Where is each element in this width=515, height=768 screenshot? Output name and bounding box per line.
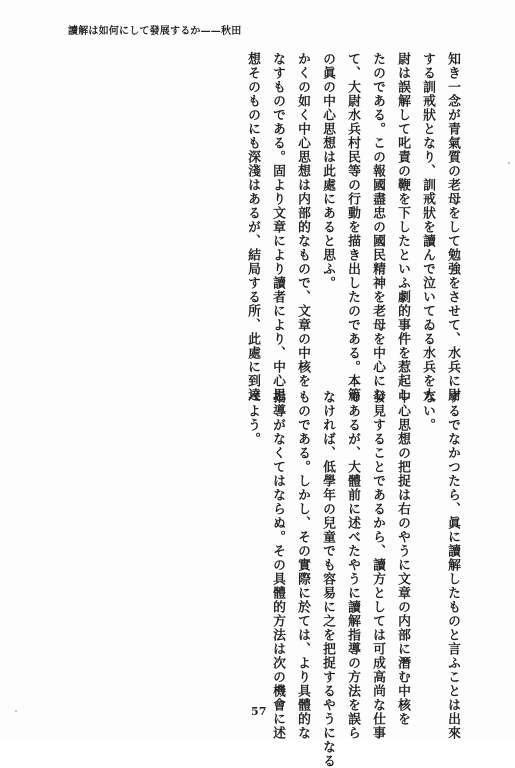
lower-text-line: ない。 xyxy=(420,390,435,432)
lower-text-line: 中心思想の把捉は右のやうに文章の内部に潛む中核を xyxy=(395,390,410,726)
upper-text-line: かくの如く中心思想は内部的なもので、文章の中核を xyxy=(295,52,310,388)
lower-text-line: 指導がなくてはならぬ。その具體的方法は次の機會に述 xyxy=(270,390,285,740)
upper-text-line: の眞の中心思想は此處にあると思ふ。 xyxy=(320,52,335,290)
lower-text-line: ものである。しかし、その實際に於ては、より具體的な xyxy=(295,390,310,740)
upper-text-line: なすものである。固より文章により讀者により、中心思 xyxy=(270,52,285,402)
upper-text-block xyxy=(245,52,465,402)
lower-text-line: であるが、大體前に述べたやうに讀解指導の方法を誤ら xyxy=(345,390,360,740)
upper-text-line: 想そのものにも深淺はあるが、結局する所、此處に到達 xyxy=(245,52,260,402)
paper-speck xyxy=(15,710,17,712)
paper-speck xyxy=(508,162,510,164)
running-head: 讀解は如何にして發展するか——秋田 xyxy=(68,26,242,37)
upper-text-line: たのである。この報國盡忠の國民精神を老母を中心にし xyxy=(370,52,385,402)
upper-text-line: する訓戒狀となり、訓戒狀を讀んで泣いてゐる水兵を大 xyxy=(420,52,435,402)
lower-text-line: 發見することであるから、讀方としては可成高尚な仕事 xyxy=(370,390,385,740)
page-number: 57 xyxy=(251,705,267,718)
lower-text-line: するでなかつたら、眞に讀解したものと言ふことは出來 xyxy=(445,390,460,740)
lower-text-line: べよう。 xyxy=(245,390,260,446)
upper-text-line: て、大尉水兵村民等の行動を描き出したのである。本篇 xyxy=(345,52,360,402)
lower-text-line: なければ、低學年の兒童でも容易に之を把捉するやうになる xyxy=(320,390,335,768)
upper-text-line: 尉は誤解して叱責の鞭を下したといふ劇的事件を惹起し xyxy=(395,52,410,402)
upper-text-line: 知き一念が青氣質の老母をして勉強をさせて、水兵に尉 xyxy=(445,52,460,402)
